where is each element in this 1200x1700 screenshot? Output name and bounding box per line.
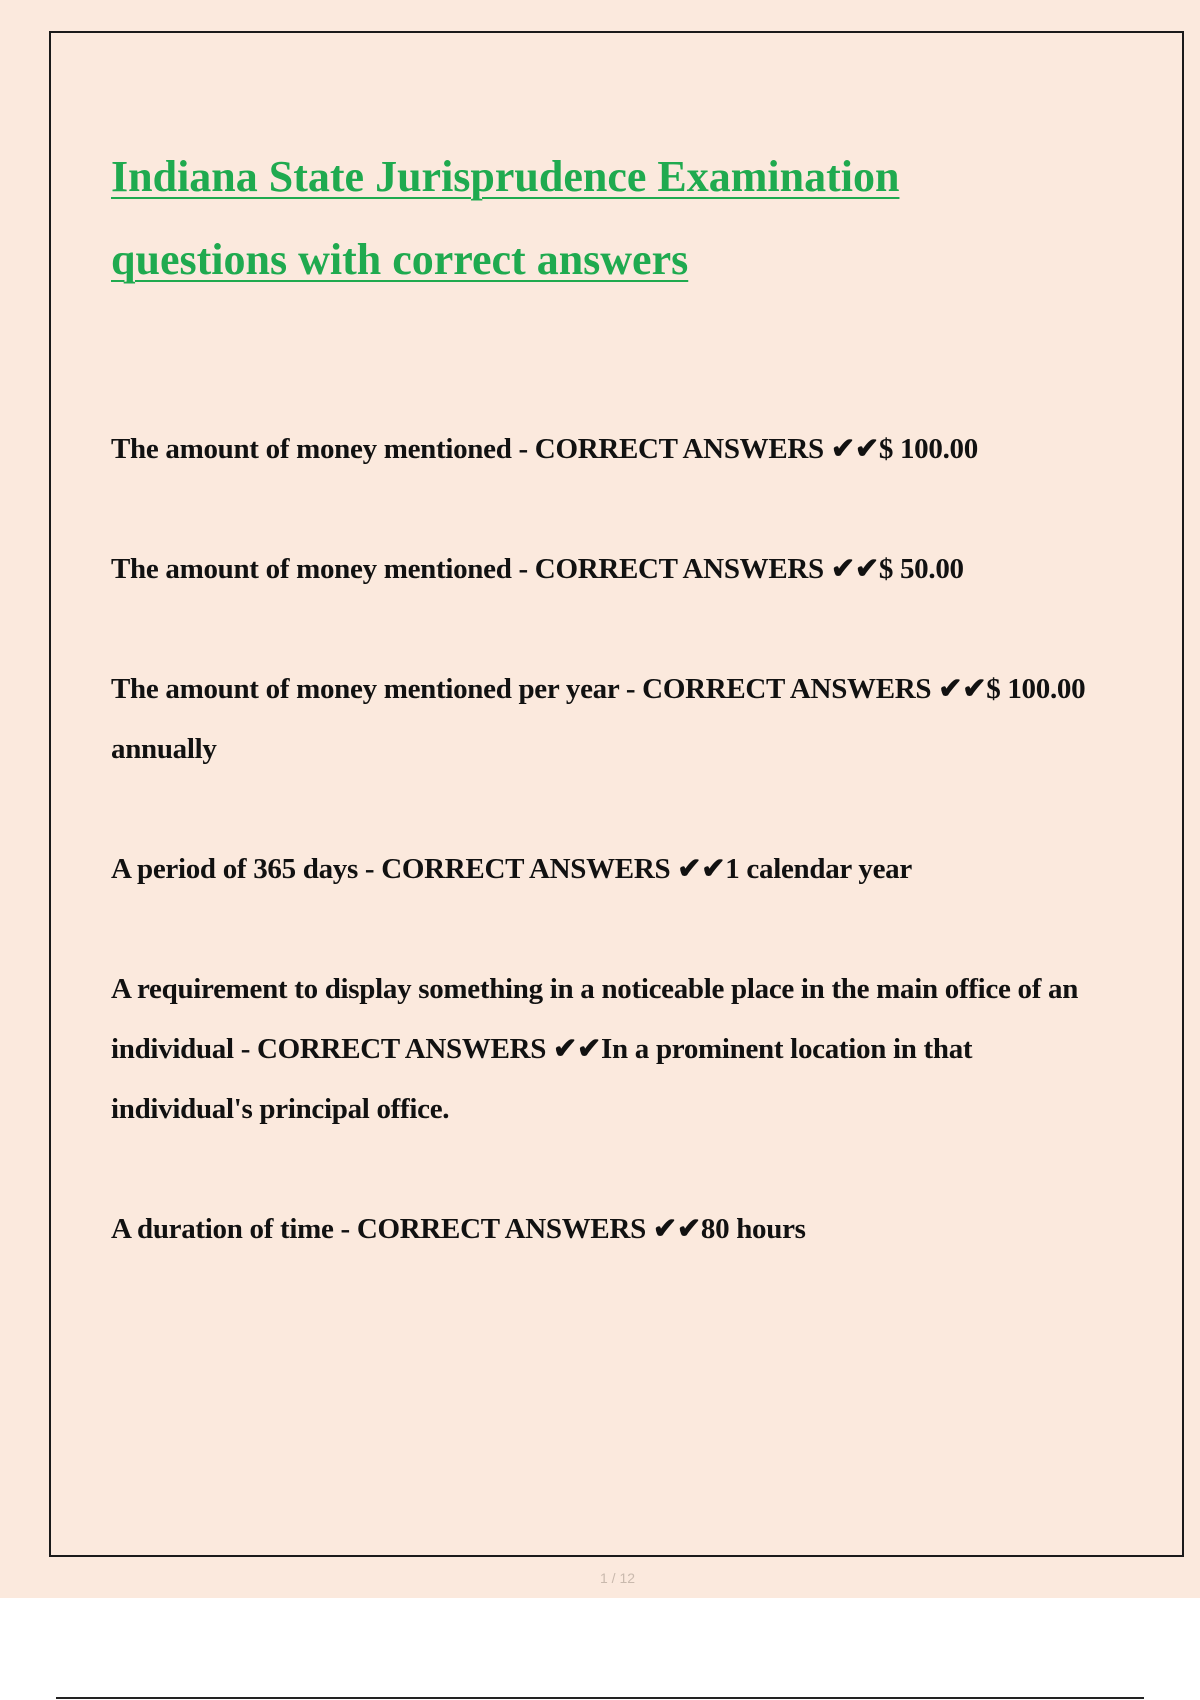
qa-item: The amount of money mentioned per year - CORRECT ANSWERS ✔✔$ 100.00 annually (111, 673, 1086, 765)
answer-marker: CORRECT ANSWERS ✔✔ (642, 673, 987, 705)
answer-text: In a prominent location in that individual's principal office. (111, 1033, 973, 1125)
question-text: A duration of time (111, 1213, 334, 1245)
next-page-divider (56, 1697, 1144, 1699)
question-text: A requirement to display something in a noticeable place in the main office of an individual (111, 973, 1079, 1065)
answer-marker: CORRECT ANSWERS ✔✔ (534, 433, 879, 465)
answer-marker: CORRECT ANSWERS ✔✔ (534, 553, 879, 585)
answer-text: $ 50.00 (878, 553, 964, 585)
answer-marker: CORRECT ANSWERS ✔✔ (257, 1033, 602, 1065)
qa-item: A period of 365 days - CORRECT ANSWERS ✔✔1 calendar year (111, 853, 912, 885)
question-text: A period of 365 days (111, 853, 358, 885)
answer-marker: CORRECT ANSWERS ✔✔ (381, 853, 726, 885)
answer-marker: CORRECT ANSWERS ✔✔ (356, 1213, 701, 1245)
qa-item: A requirement to display something in a noticeable place in the main office of an individual - CORRECT ANSWERS ✔✔In a prominent location in that individual's principal office. (111, 973, 1079, 1125)
answer-text: 80 hours (700, 1213, 806, 1245)
question-text: The amount of money mentioned per year (111, 673, 619, 705)
page-border (49, 31, 1184, 1586)
qa-item: The amount of money mentioned - CORRECT ANSWERS ✔✔$ 50.00 (111, 553, 964, 585)
qa-item: A duration of time - CORRECT ANSWERS ✔✔80 hours (111, 1213, 806, 1245)
qa-list (111, 419, 1091, 1319)
question-text: The amount of money mentioned (111, 553, 512, 585)
qa-item: The amount of money mentioned - CORRECT ANSWERS ✔✔$ 100.00 (111, 433, 978, 465)
question-text: The amount of money mentioned (111, 433, 512, 465)
page-number: 1 / 12 (599, 1570, 636, 1586)
answer-text: $ 100.00 (878, 433, 978, 465)
document-title: Indiana State Jurisprudence Examination questions with correct answers (111, 152, 900, 284)
answer-text: $ 100.00 annually (111, 673, 1086, 765)
answer-text: 1 calendar year (725, 853, 912, 885)
